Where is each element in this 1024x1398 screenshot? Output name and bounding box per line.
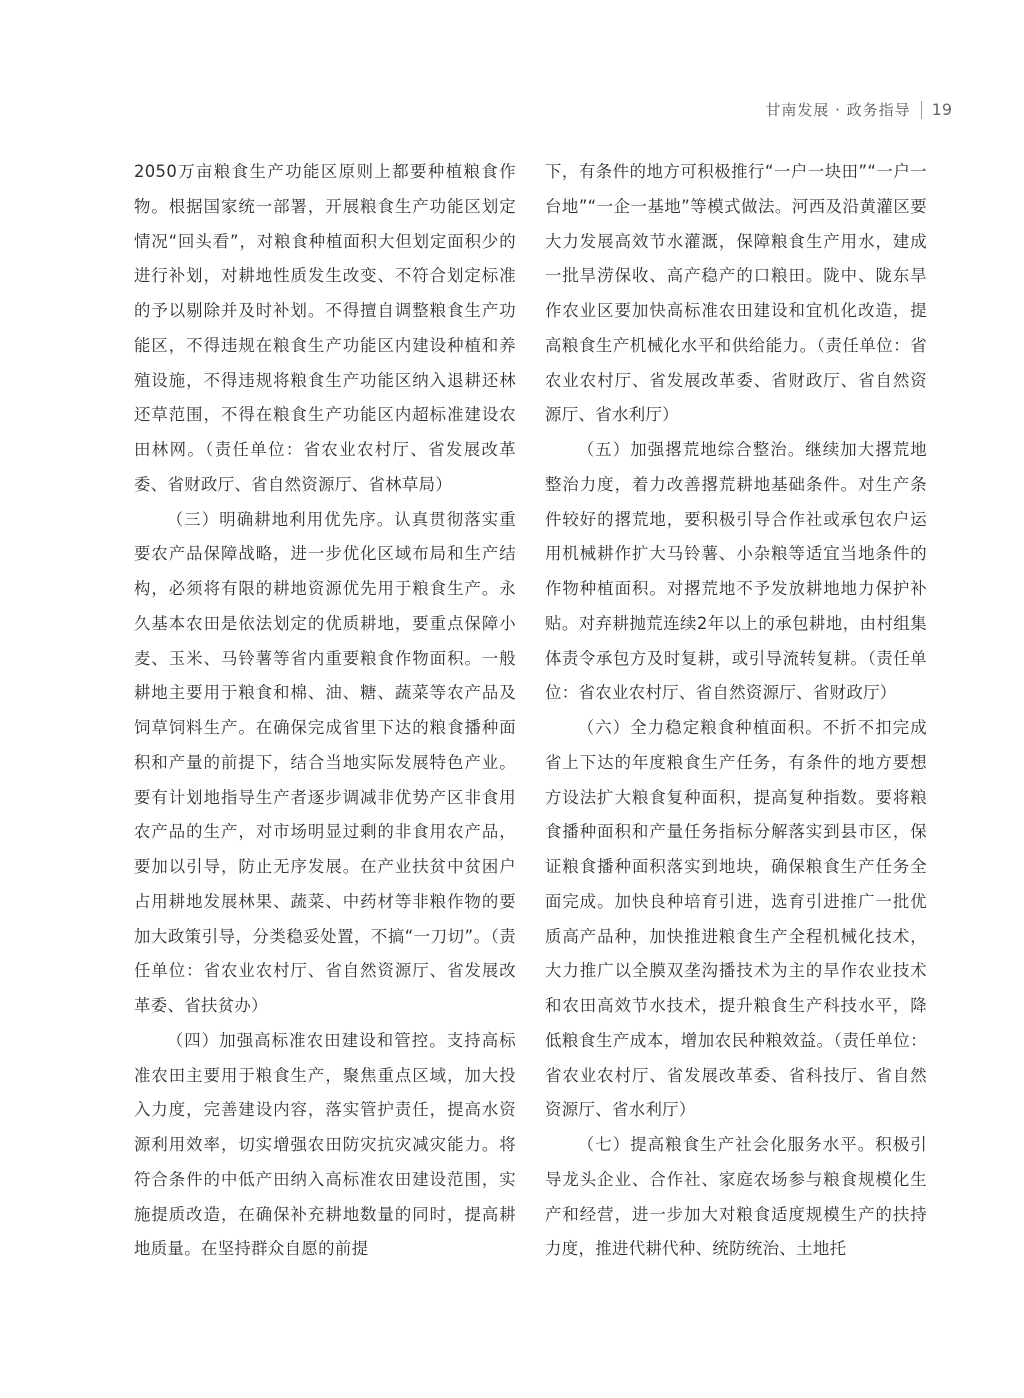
- paragraph-section-5: （五）加强撂荒地综合整治。继续加大撂荒地整治力度，着力改善撂荒耕地基础条件。对生产条件较好的撂荒地，要积极引导合作社或承包农户运用机械耕作扩大马铃薯、小杂粮等适宜当地条件的作物种植面积。对撂荒地不予发放耕地地力保护补贴。对弃耕抛荒连续2年以上的承包耕地，由村组集体责令承包方及时复耕，或引导流转复耕。（责任单位：省农业农村厅、省自然资源厅、省财政厅）: [545, 440, 927, 703]
- paragraph-section-4: （四）加强高标准农田建设和管控。支持高标准农田主要用于粮食生产，聚焦重点区域，加大投入力度，完善建设内容，落实管护责任，提高水资源利用效率，切实增强农田防灾抗灾减灾能力。将符合条件的中低产田纳入高标准农田建设范围，实施提质改造，在确保补充耕地数量的同时，提高耕地质量。在坚持群众自愿的前提: [134, 1030, 516, 1259]
- paragraph-continued-right: 下，有条件的地方可积极推行“一户一块田”“一户一台地”“一企一基地”等模式做法。河西及沿黄灌区要大力发展高效节水灌溉，保障粮食生产用水，建成一批旱涝保收、高产稳产的口粮田。陇中、陇东旱作农业区要加快高标准农田建设和宜机化改造，提高粮食生产机械化水平和供给能力。（责任单位：省农业农村厅、省发展改革委、省财政厅、省自然资源厅、省水利厅）: [545, 162, 927, 425]
- page-number: 19: [931, 100, 952, 119]
- left-column: [134, 155, 516, 1267]
- paragraph-section-7: （七）提高粮食生产社会化服务水平。积极引导龙头企业、合作社、家庭农场参与粮食规模化生产和经营，进一步加大对粮食适度规模生产的扶持力度，推进代耕代种、统防统治、土地托: [545, 1135, 927, 1259]
- paragraph-continued: 2050万亩粮食生产功能区原则上都要种植粮食作物。根据国家统一部署，开展粮食生产功能区划定情况“回头看”，对粮食种植面积大但划定面积少的进行补划，对耕地性质发生改变、不符合划定标准的予以剔除并及时补划。不得擅自调整粮食生产功能区，不得违规在粮食生产功能区内建设种植和养殖设施，不得违规将粮食生产功能区纳入退耕还林还草范围，不得在粮食生产功能区内超标准建设农田林网。（责任单位：省农业农村厅、省发展改革委、省财政厅、省自然资源厅、省林草局）: [134, 162, 516, 494]
- header-divider: [921, 101, 922, 119]
- paragraph-section-6: （六）全力稳定粮食种植面积。不折不扣完成省上下达的年度粮食生产任务，有条件的地方要想方设法扩大粮食复种面积，提高复种指数。要将粮食播种面积和产量任务指标分解落实到县市区，保证粮食播种面积落实到地块，确保粮食生产任务全面完成。加快良种培育引进，选育引进推广一批优质高产品种，加快推进粮食生产全程机械化技术，大力推广以全膜双垄沟播技术为主的旱作农业技术和农田高效节水技术，提升粮食生产科技水平，降低粮食生产成本，增加农民种粮效益。（责任单位：省农业农村厅、省发展改革委、省科技厅、省自然资源厅、省水利厅）: [545, 718, 927, 1120]
- magazine-section-title: 甘南发展 · 政务指导: [765, 101, 911, 119]
- paragraph-section-3: （三）明确耕地利用优先序。认真贯彻落实重要农产品保障战略，进一步优化区域布局和生产结构，必须将有限的耕地资源优先用于粮食生产。永久基本农田是依法划定的优质耕地，要重点保障小麦、玉米、马铃薯等省内重要粮食作物面积。一般耕地主要用于粮食和棉、油、糖、蔬菜等农产品及饲草饲料生产。在确保完成省里下达的粮食播种面积和产量的前提下，结合当地实际发展特色产业。要有计划地指导生产者逐步调减非优势产区非食用农产品的生产，对市场明显过剩的非食用农产品，要加以引导，防止无序发展。在产业扶贫中贫困户占用耕地发展林果、蔬菜、中药材等非粮作物的要加大政策引导，分类稳妥处置，不搞“一刀切”。（责任单位：省农业农村厅、省自然资源厅、省发展改革委、省扶贫办）: [134, 509, 516, 1015]
- page-header: [765, 99, 952, 120]
- right-column: [545, 155, 927, 1267]
